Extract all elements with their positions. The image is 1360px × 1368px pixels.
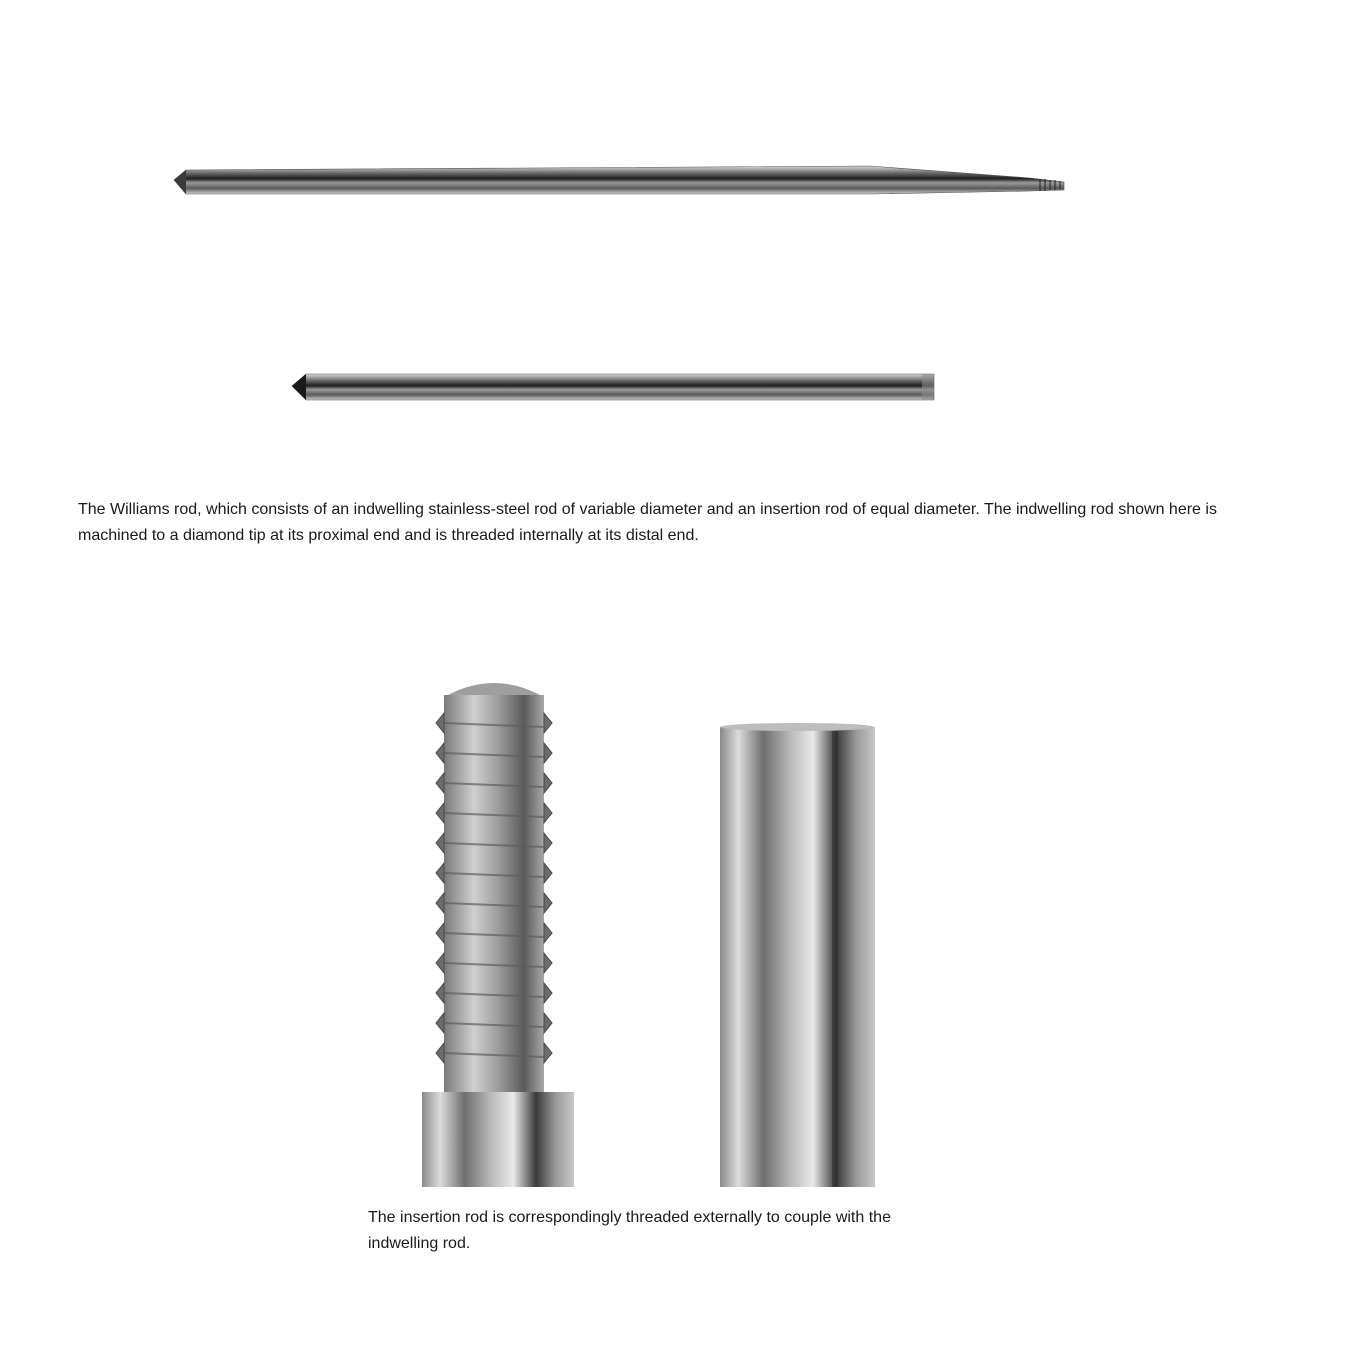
- figure-thread-closeup: [405, 665, 905, 1187]
- threaded-end: [422, 683, 574, 1187]
- smooth-end: [720, 723, 875, 1187]
- figure-caption-williams-rod: The Williams rod, which consists of an indwelling stainless-steel rod of variable diameter and an insertion rod of equal diameter. The indwelling rod shown here is machined to a diamond tip at its proximal end and is threaded internally at its distal end.: [78, 501, 1217, 544]
- figure-caption-insertion-rod: The insertion rod is correspondingly threaded externally to couple with the indwelling rod.: [368, 1209, 891, 1252]
- indwelling-rod: [174, 166, 1064, 194]
- insertion-rod: [292, 374, 934, 400]
- williams-rod-photo: [150, 110, 1090, 430]
- figure-williams-rod: [150, 110, 1090, 430]
- thread-closeup-photo: [405, 665, 905, 1187]
